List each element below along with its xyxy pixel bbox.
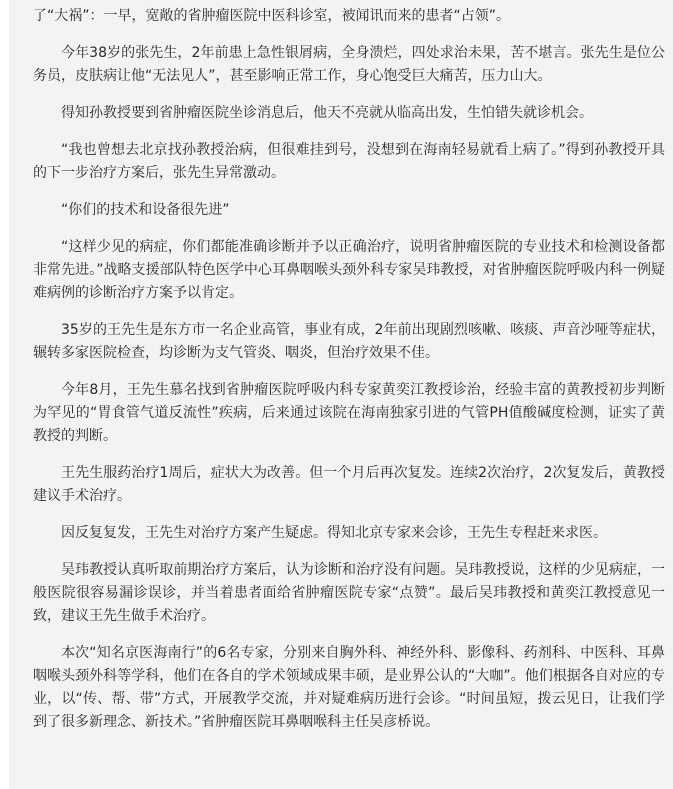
section-subheading: “你们的技术和设备很先进” [61, 202, 230, 218]
article-body [9, 0, 673, 789]
paragraph-8: 今年8月，王先生慕名找到省肿瘤医院呼吸内科专家黄奕江教授诊治，经验丰富的黄教授初步判断为罕见的“胃食管气道反流性”疾病，后来通过该院在海南独家引进的气管PH值酸碱度检测，证实了黄教授的判断。 [33, 382, 665, 444]
paragraph-12: 本次“知名京医海南行”的6名专家，分别来自胸外科、神经外科、影像科、药剂科、中医科、耳鼻咽喉头颈外科等学科，他们在各自的学术领域成果丰硕，是业界公认的“大咖”。他们根据各自对应的专业，以“传、帮、带”方式，开展教学交流，并对疑难病历进行会诊。“时间虽短，拨云见日，让我们学到了很多新理念、新技术。”省肿瘤医院耳鼻咽喉科主任吴彦桥说。 [33, 645, 665, 730]
paragraph-10: 因反复复发，王先生对治疗方案产生疑虑。得知北京专家来会诊，王先生专程赶来求医。 [61, 525, 607, 541]
paragraph-6: “这样少见的病症，你们都能准确诊断并予以正确治疗，说明省肿瘤医院的专业技术和检测设备都非常先进。”战略支援部队特色医学中心耳鼻咽喉头颈外科专家吴玮教授，对省肿瘤医院呼吸内科一例疑难病例的诊断治疗方案予以肯定。 [33, 239, 665, 301]
paragraph-3: 得知孙教授要到省肿瘤医院坐诊消息后，他天不亮就从临高出发，生怕错失就诊机会。 [61, 105, 593, 121]
paragraph-7: 35岁的王先生是东方市一名企业高管，事业有成，2年前出现剧烈咳嗽、咳痰、声音沙哑等症状，辗转多家医院检查，均诊断为支气管炎、咽炎，但治疗效果不佳。 [33, 322, 665, 361]
paragraph-1: 了“大祸”：一早，宽敞的省肿瘤医院中医科诊室，被闻讯而来的患者“占领”。 [33, 8, 511, 24]
paragraph-4: “我也曾想去北京找孙教授治病，但很难挂到号，没想到在海南轻易就看上病了。”得到孙教授开具的下一步治疗方案后，张先生异常激动。 [33, 142, 665, 181]
paragraph-2: 今年38岁的张先生，2年前患上急性银屑病，全身溃烂，四处求治未果，苦不堪言。张先生是位公务员，皮肤病让他“无法见人”，甚至影响正常工作，身心饱受巨大痛苦，压力山大。 [33, 45, 665, 84]
paragraph-9: 王先生服药治疗1周后，症状大为改善。但一个月后再次复发。连续2次治疗，2次复发后，黄教授建议手术治疗。 [33, 465, 665, 504]
paragraph-11: 吴玮教授认真听取前期治疗方案后，认为诊断和治疗没有问题。吴玮教授说，这样的少见病症，一般医院很容易漏诊误诊，并当着患者面给省肿瘤医院专家“点赞”。最后吴玮教授和黄奕江教授意见一致，建议王先生做手术治疗。 [33, 562, 665, 624]
